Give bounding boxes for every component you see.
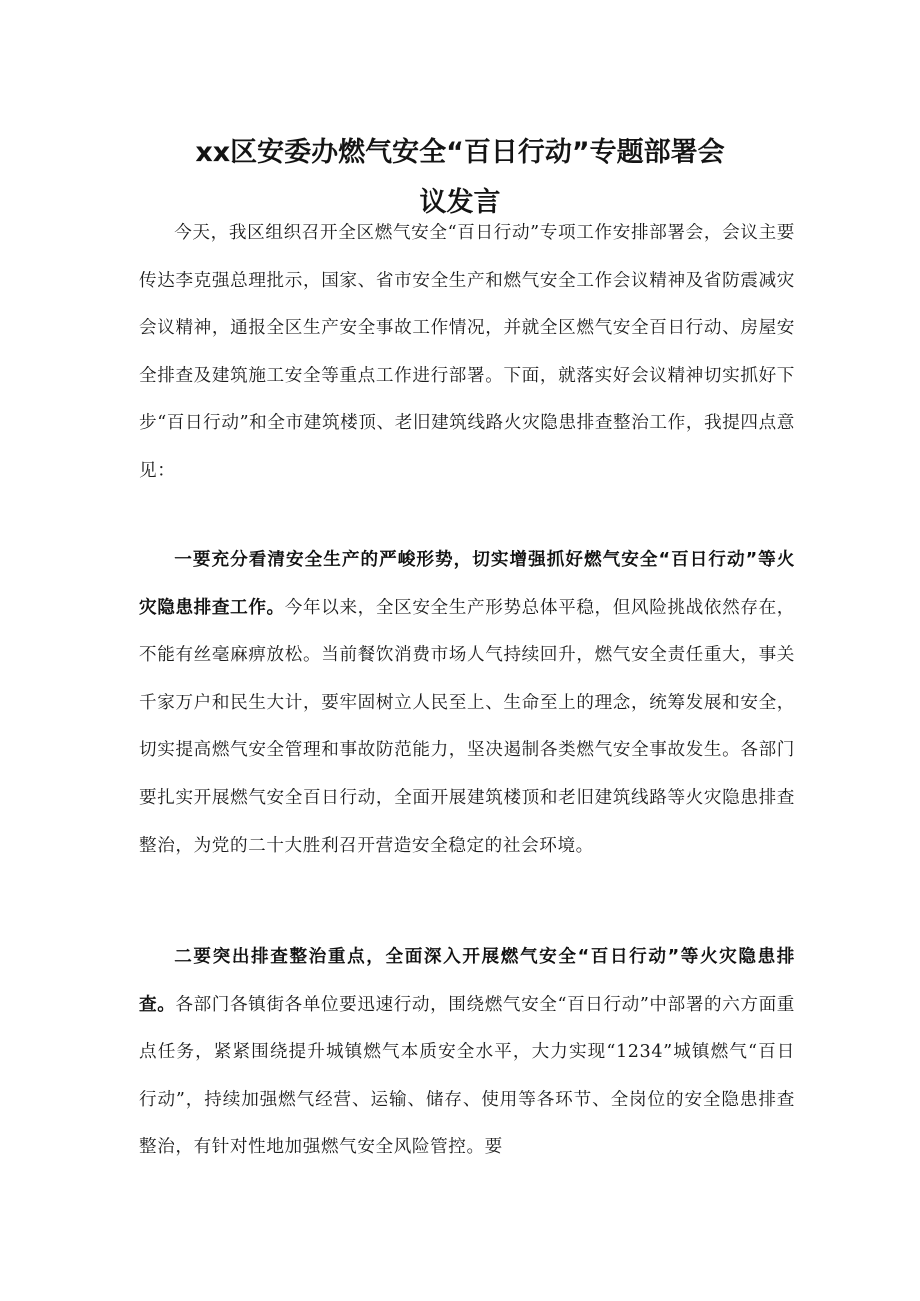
paragraph-point-one (139, 537, 795, 870)
paragraph-point-two (139, 934, 795, 1172)
paragraph-point-two-lead: 二要突出排查整治重点，全面深入开展燃气安全“百日行动”等火灾隐患排查。 (139, 947, 795, 1015)
paragraph-intro-body: 今天，我区组织召开全区燃气安全“百日行动”专项工作安排部署会，会议主要传达李克强总理批示，国家、省市安全生产和燃气安全工作会议精神及省防震减灾会议精神，通报全区生产安全事故工作情况，并就全区燃气安全百日行动、房屋安全排查及建筑施工安全等重点工作进行部署。下面，就落实好会议精神切实抓好下步“百日行动”和全市建筑楼顶、老旧建筑线路火灾隐患排查整治工作，我提四点意见： (139, 223, 795, 481)
paragraph-point-one-lead: 一要充分看清安全生产的严峻形势，切实增强抓好燃气安全“百日行动”等火灾隐患排查工作。 (139, 550, 795, 618)
paragraph-intro (139, 210, 795, 496)
document-title-line-2: 议发言 (419, 187, 501, 218)
document-title-line-1: xx区安委办燃气安全“百日行动”专题部署会 (195, 137, 725, 168)
paragraph-point-two-body: 各部门各镇街各单位要迅速行动，围绕燃气安全“百日行动”中部署的六方面重点任务，紧紧围绕提升城镇燃气本质安全水平，大力实现“1234”城镇燃气“百日行动”，持续加强燃气经营、运输、储存、使用等各环节、全岗位的安全隐患排查整治，有针对性地加强燃气安全风险管控。要 (139, 994, 795, 1158)
paragraph-point-one-body: 今年以来，全区安全生产形势总体平稳，但风险挑战依然存在，不能有丝毫麻痹放松。当前餐饮消费市场人气持续回升，燃气安全责任重大，事关千家万户和民生大计，要牢固树立人民至上、生命至上的理念，统筹发展和安全，切实提高燃气安全管理和事故防范能力，坚决遏制各类燃气安全事故发生。各部门要扎实开展燃气安全百日行动，全面开展建筑楼顶和老旧建筑线路等火灾隐患排查整治，为党的二十大胜利召开营造安全稳定的社会环境。 (139, 597, 795, 856)
